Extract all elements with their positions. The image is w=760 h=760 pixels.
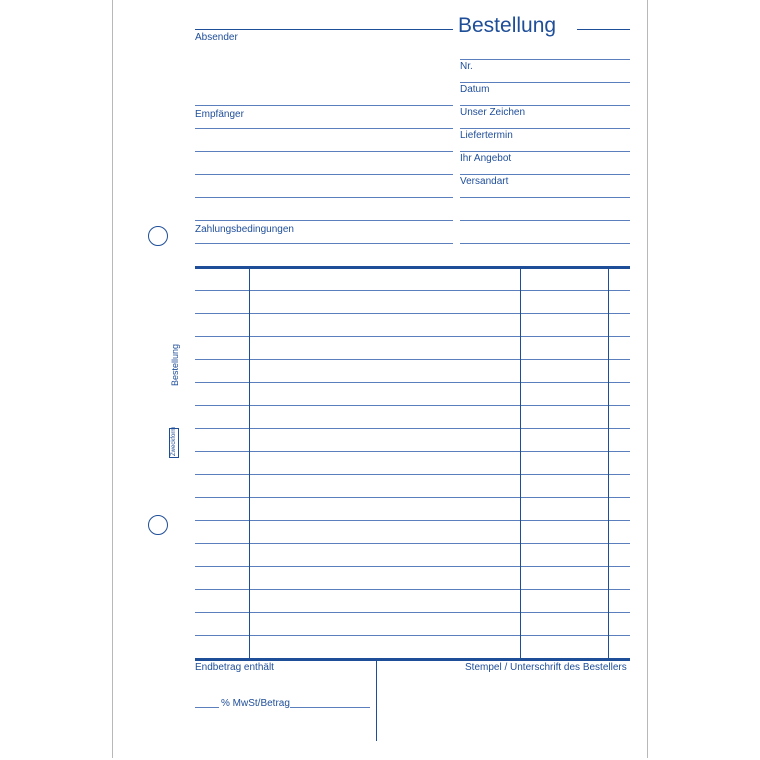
recipient-line — [195, 220, 453, 221]
sender-top-rule — [195, 29, 453, 30]
number-label: Nr. — [460, 61, 473, 72]
shipping-method-label: Versandart — [460, 176, 509, 187]
side-label: Bestellung — [170, 343, 180, 386]
field-rule — [460, 197, 630, 198]
table-row — [195, 359, 630, 360]
recipient-line — [195, 128, 453, 129]
delivery-date-label: Liefertermin — [460, 130, 513, 141]
recipient-line — [195, 197, 453, 198]
payment-terms-label: Zahlungsbedingungen — [195, 224, 294, 235]
table-row — [195, 612, 630, 613]
table-column-divider — [249, 268, 250, 659]
vat-percent-line — [195, 707, 219, 708]
table-row — [195, 428, 630, 429]
table-bottom-rule — [195, 658, 630, 661]
table-row — [195, 566, 630, 567]
total-label: Endbetrag enthält — [195, 662, 274, 673]
table-row — [195, 474, 630, 475]
payment-terms-line — [195, 243, 453, 244]
recipient-line — [195, 174, 453, 175]
sender-bottom-rule — [195, 105, 453, 106]
punch-hole — [148, 515, 168, 535]
table-row — [195, 635, 630, 636]
field-rule — [460, 82, 630, 83]
form-sheet — [112, 0, 648, 758]
table-row — [195, 497, 630, 498]
field-rule — [460, 220, 630, 221]
recipient-line — [195, 151, 453, 152]
vat-label: % MwSt/Betrag — [221, 698, 290, 709]
field-rule — [460, 151, 630, 152]
table-row — [195, 313, 630, 314]
field-rule — [460, 128, 630, 129]
field-rule — [460, 243, 630, 244]
title-rule — [577, 29, 630, 30]
signature-label: Stempel / Unterschrift des Bestellers — [465, 662, 627, 673]
table-row — [195, 290, 630, 291]
punch-hole — [148, 226, 168, 246]
table-top-rule — [195, 266, 630, 269]
form-title: Bestellung — [458, 14, 557, 37]
table-column-divider — [608, 268, 609, 659]
our-reference-label: Unser Zeichen — [460, 107, 526, 118]
field-rule — [460, 174, 630, 175]
table-row — [195, 405, 630, 406]
table-row — [195, 543, 630, 544]
table-column-divider — [520, 268, 521, 659]
brand-logo — [169, 428, 179, 458]
table-row — [195, 336, 630, 337]
field-rule — [460, 59, 630, 60]
footer-divider — [376, 661, 377, 741]
sender-label: Absender — [195, 32, 238, 43]
table-row — [195, 589, 630, 590]
date-label: Datum — [460, 84, 490, 95]
your-offer-label: Ihr Angebot — [460, 153, 512, 164]
recipient-label: Empfänger — [195, 109, 244, 120]
table-row — [195, 520, 630, 521]
vat-amount-line — [290, 707, 370, 708]
brand-text: Zweckform — [171, 426, 177, 456]
table-row — [195, 451, 630, 452]
table-row — [195, 382, 630, 383]
field-rule — [460, 105, 630, 106]
